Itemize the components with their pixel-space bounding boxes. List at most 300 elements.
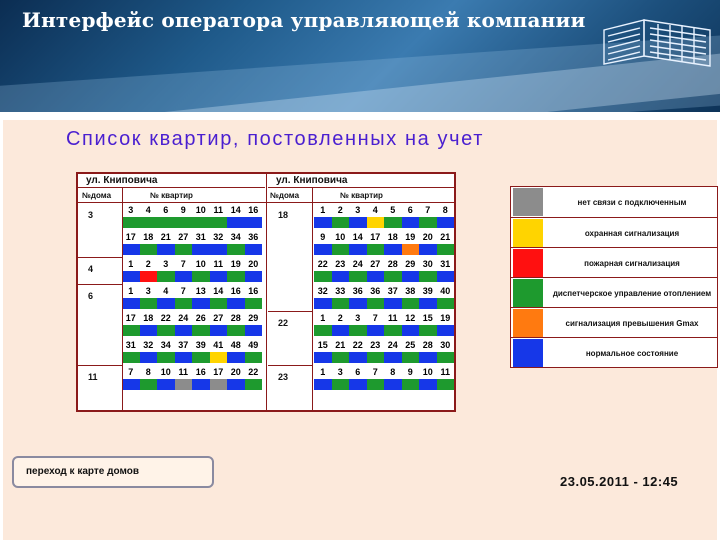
apartment-number-row: [122, 232, 262, 243]
apartment-number: 9: [407, 367, 413, 377]
apartment-status-cell[interactable]: [192, 325, 210, 336]
apartment-status-cell[interactable]: [210, 298, 228, 309]
apartment-status-cell[interactable]: [402, 298, 420, 309]
apartment-number: 3: [145, 286, 151, 296]
apartment-number: 2: [145, 259, 151, 269]
apartment-status-cell[interactable]: [157, 298, 175, 309]
apartment-number: 36: [248, 232, 259, 242]
house-number: 18: [278, 210, 289, 220]
house-number: 22: [278, 318, 289, 328]
legend-item: [511, 247, 717, 278]
legend-label: охранная сигнализация: [584, 228, 680, 238]
apartment-number: 13: [195, 286, 206, 296]
apartment-number: 39: [195, 340, 206, 350]
apartment-number: 10: [195, 259, 206, 269]
apartment-status-cell[interactable]: [384, 352, 402, 363]
apartment-status-cell[interactable]: [140, 352, 158, 363]
apartment-status-cell[interactable]: [419, 352, 437, 363]
house-divider: [78, 365, 122, 366]
apartment-status-cell[interactable]: [245, 298, 263, 309]
apartment-number: 7: [180, 286, 186, 296]
apartment-number: 6: [163, 205, 169, 215]
apartment-status-row: [122, 217, 262, 228]
legend-swatch: [513, 219, 543, 247]
apartment-status-cell[interactable]: [122, 217, 140, 228]
apartment-status-row: [314, 244, 454, 255]
house-divider: [78, 257, 122, 258]
apartment-status-cell[interactable]: [140, 271, 158, 282]
apartment-status-cell[interactable]: [367, 379, 385, 390]
apartment-number: 5: [390, 205, 396, 215]
apartment-number: 18: [143, 313, 154, 323]
header-divider: [78, 202, 454, 203]
apartment-number-row: [122, 313, 262, 324]
apartment-number: 41: [213, 340, 224, 350]
apartment-number: 31: [440, 259, 451, 269]
apartment-number: 30: [440, 340, 451, 350]
apartment-status-cell[interactable]: [210, 379, 228, 390]
legend-label: диспетчерское управление отоплением: [552, 288, 712, 298]
apartment-status-cell[interactable]: [140, 217, 158, 228]
apartment-status-cell[interactable]: [419, 217, 437, 228]
apartment-number-row: [314, 367, 454, 378]
apartment-status-cell[interactable]: [314, 217, 332, 228]
apartment-number: 19: [405, 232, 416, 242]
apartment-status-cell[interactable]: [157, 271, 175, 282]
apartment-status-row: [122, 325, 262, 336]
apartment-status-row: [314, 217, 454, 228]
timestamp: 23.05.2011 - 12:45: [560, 474, 679, 489]
apartment-number: 17: [213, 367, 224, 377]
apartment-status-cell[interactable]: [349, 379, 367, 390]
apartment-number: 27: [370, 259, 381, 269]
legend-item: [511, 277, 717, 308]
apartment-status-cell[interactable]: [384, 244, 402, 255]
apartment-number: 22: [352, 340, 363, 350]
apartment-status-cell[interactable]: [349, 217, 367, 228]
app-title: Интерфейс оператора управляющей компании: [22, 8, 586, 32]
apartment-number: 4: [163, 286, 169, 296]
apartment-status-cell[interactable]: [175, 217, 193, 228]
apartment-number: 14: [230, 205, 241, 215]
apartment-status-cell[interactable]: [175, 244, 193, 255]
apartment-status-cell[interactable]: [140, 379, 158, 390]
apartment-status-cell[interactable]: [367, 271, 385, 282]
apartment-status-cell[interactable]: [419, 271, 437, 282]
house-number: 11: [88, 372, 98, 382]
apartment-number: 36: [352, 286, 363, 296]
apartment-status-cell[interactable]: [157, 217, 175, 228]
apartment-number: 49: [248, 340, 259, 350]
apartment-number: 17: [125, 232, 136, 242]
street-header-right: ул. Книповича: [268, 174, 454, 188]
apartment-status-cell[interactable]: [157, 325, 175, 336]
apartment-status-cell[interactable]: [402, 244, 420, 255]
apartment-status-cell[interactable]: [402, 379, 420, 390]
house-map-button[interactable]: переход к карте домов: [12, 456, 214, 488]
apartment-number-row: [314, 313, 454, 324]
apartment-number: 7: [128, 367, 134, 377]
apartment-number: 18: [143, 232, 154, 242]
apartment-status-cell[interactable]: [314, 352, 332, 363]
apartment-number: 11: [213, 205, 223, 215]
apartment-number: 36: [370, 286, 381, 296]
apartment-number: 8: [442, 205, 448, 215]
apartment-status-cell[interactable]: [437, 379, 455, 390]
apartment-status-cell[interactable]: [157, 352, 175, 363]
apartment-number: 4: [372, 205, 378, 215]
apartment-number: 10: [160, 367, 171, 377]
house-divider: [268, 365, 312, 366]
apartment-number: 32: [143, 340, 154, 350]
apartment-status-cell[interactable]: [314, 244, 332, 255]
apartment-number: 11: [178, 367, 188, 377]
apartment-number: 27: [178, 232, 189, 242]
apartment-number: 22: [317, 259, 328, 269]
apartment-number: 19: [440, 313, 451, 323]
apartment-status-cell[interactable]: [192, 217, 210, 228]
apartment-status-cell[interactable]: [332, 217, 350, 228]
apartment-status-row: [314, 352, 454, 363]
apartment-number: 7: [372, 367, 378, 377]
legend-item: [511, 337, 717, 368]
apartment-number: 10: [335, 232, 346, 242]
apartment-status-row: [122, 352, 262, 363]
apartment-number: 18: [387, 232, 398, 242]
legend-swatch: [513, 309, 543, 337]
apartment-status-cell[interactable]: [419, 379, 437, 390]
apartment-status-cell[interactable]: [245, 271, 263, 282]
apartment-number: 1: [320, 205, 326, 215]
apartment-status-cell[interactable]: [140, 325, 158, 336]
apartment-status-cell[interactable]: [419, 298, 437, 309]
apartment-number: 26: [195, 313, 206, 323]
legend-swatch: [513, 279, 543, 307]
apartment-status-cell[interactable]: [140, 298, 158, 309]
apartment-status-cell[interactable]: [384, 379, 402, 390]
apartment-number: 9: [180, 205, 186, 215]
apartment-status-cell[interactable]: [367, 352, 385, 363]
apartment-status-cell[interactable]: [384, 325, 402, 336]
apartment-number-row: [314, 340, 454, 351]
apartment-status-cell[interactable]: [419, 325, 437, 336]
apartment-status-cell[interactable]: [210, 271, 228, 282]
apartment-number: 6: [355, 367, 361, 377]
apartment-number: 16: [230, 286, 241, 296]
apartment-number: 23: [335, 259, 346, 269]
apartment-number: 29: [405, 259, 416, 269]
apartment-number: 14: [352, 232, 363, 242]
apartment-number: 16: [248, 205, 259, 215]
apartment-number: 34: [230, 232, 241, 242]
apartment-status-cell[interactable]: [175, 271, 193, 282]
grid-divider: [122, 188, 123, 412]
apartment-number: 8: [390, 367, 396, 377]
apartment-status-cell[interactable]: [227, 217, 245, 228]
apartment-number: 17: [370, 232, 381, 242]
apartment-status-cell[interactable]: [332, 379, 350, 390]
apartment-status-cell[interactable]: [437, 352, 455, 363]
apartment-number-row: [122, 340, 262, 351]
apartment-status-cell[interactable]: [157, 244, 175, 255]
apartment-number: 10: [195, 205, 206, 215]
apartment-number: 31: [125, 340, 136, 350]
house-number: 6: [88, 291, 94, 301]
apartment-number: 38: [405, 286, 416, 296]
apartment-number: 1: [320, 313, 326, 323]
apartment-status-cell[interactable]: [245, 217, 263, 228]
apartment-number: 20: [248, 259, 259, 269]
apartment-status-cell[interactable]: [349, 298, 367, 309]
house-number: 23: [278, 372, 289, 382]
apartment-status-cell[interactable]: [349, 325, 367, 336]
apartment-number: 37: [178, 340, 189, 350]
apartment-number-row: [122, 286, 262, 297]
apartment-number: 16: [248, 286, 259, 296]
apartment-status-cell[interactable]: [122, 298, 140, 309]
column-header-house: №дома: [270, 191, 300, 200]
apartment-status-cell[interactable]: [210, 244, 228, 255]
apartment-number: 12: [405, 313, 416, 323]
apartment-status-cell[interactable]: [210, 352, 228, 363]
legend-swatch: [513, 249, 543, 277]
apartment-status-cell[interactable]: [192, 244, 210, 255]
house-number: 4: [88, 264, 94, 274]
apartment-status-cell[interactable]: [402, 217, 420, 228]
apartment-status-row: [122, 271, 262, 282]
apartment-number: 48: [230, 340, 241, 350]
apartment-status-cell[interactable]: [332, 271, 350, 282]
apartment-number: 40: [440, 286, 451, 296]
apartment-number-row: [314, 259, 454, 270]
legend-item: [511, 307, 717, 338]
apartment-number: 1: [128, 286, 134, 296]
column-header-house: №дома: [82, 191, 112, 200]
apartment-number: 3: [163, 259, 169, 269]
house-divider: [268, 311, 312, 312]
apartment-status-cell[interactable]: [122, 379, 140, 390]
apartment-status-cell[interactable]: [384, 271, 402, 282]
apartment-status-cell[interactable]: [210, 217, 228, 228]
apartment-status-cell[interactable]: [192, 379, 210, 390]
apartment-status-cell[interactable]: [437, 298, 455, 309]
apartment-status-cell[interactable]: [367, 298, 385, 309]
building-logo-icon: [598, 16, 716, 72]
legend-swatch: [513, 188, 543, 216]
apartment-number-row: [314, 286, 454, 297]
apartment-status-cell[interactable]: [367, 244, 385, 255]
apartment-number: 20: [422, 232, 433, 242]
apartment-status-row: [122, 379, 262, 390]
apartment-status-cell[interactable]: [332, 325, 350, 336]
apartment-number: 30: [422, 259, 433, 269]
apartment-number: 11: [213, 259, 223, 269]
apartment-number: 2: [337, 313, 343, 323]
apartment-number: 11: [440, 367, 450, 377]
apartment-status-cell[interactable]: [227, 352, 245, 363]
grid-divider: [266, 174, 267, 412]
apartment-status-cell[interactable]: [122, 271, 140, 282]
apartment-status-cell[interactable]: [175, 379, 193, 390]
street-header-left: ул. Книповича: [78, 174, 265, 188]
apartment-number: 10: [422, 367, 433, 377]
legend-label: нормальное состояние: [585, 348, 679, 358]
apartment-number: 3: [128, 205, 134, 215]
apartment-number: 23: [370, 340, 381, 350]
apartment-number: 37: [387, 286, 398, 296]
apartment-status-row: [314, 271, 454, 282]
apartment-status-cell[interactable]: [349, 352, 367, 363]
apartment-status-cell[interactable]: [192, 271, 210, 282]
apartment-number: 28: [387, 259, 398, 269]
apartment-number-row: [122, 367, 262, 378]
legend-item: [511, 217, 717, 248]
apartment-number: 34: [160, 340, 171, 350]
apartment-number: 11: [387, 313, 398, 323]
legend-label: сигнализация превышения Gmax: [565, 318, 699, 328]
apartment-number: 4: [145, 205, 151, 215]
apartment-status-row: [314, 379, 454, 390]
apartment-number: 31: [195, 232, 206, 242]
apartment-number: 15: [422, 313, 433, 323]
apartment-number: 7: [425, 205, 431, 215]
apartment-number: 17: [125, 313, 136, 323]
apartment-number: 21: [335, 340, 346, 350]
apartment-number: 39: [422, 286, 433, 296]
apartment-status-cell[interactable]: [122, 352, 140, 363]
apartment-status-cell[interactable]: [349, 271, 367, 282]
apartment-status-cell[interactable]: [175, 352, 193, 363]
apartment-status-cell[interactable]: [210, 325, 228, 336]
legend-item: [511, 187, 717, 217]
apartment-status-cell[interactable]: [367, 325, 385, 336]
apartment-number: 33: [335, 286, 346, 296]
apartment-number-row: [122, 205, 262, 216]
apartment-status-cell[interactable]: [437, 244, 455, 255]
apartment-number: 3: [355, 205, 361, 215]
apartment-status-cell[interactable]: [227, 244, 245, 255]
column-header-apartments: № квартир: [340, 191, 383, 200]
apartment-status-cell[interactable]: [332, 244, 350, 255]
apartment-status-cell[interactable]: [332, 298, 350, 309]
apartment-status-cell[interactable]: [227, 271, 245, 282]
apartment-status-cell[interactable]: [122, 244, 140, 255]
apartment-status-row: [314, 298, 454, 309]
grid-divider: [312, 188, 313, 412]
apartment-status-cell[interactable]: [175, 325, 193, 336]
app-header: [0, 0, 720, 112]
apartment-number-row: [314, 232, 454, 243]
apartment-number: 15: [317, 340, 328, 350]
apartment-number: 2: [337, 205, 343, 215]
apartment-number: 1: [128, 259, 134, 269]
apartment-status-cell[interactable]: [314, 298, 332, 309]
apartment-status-cell[interactable]: [245, 325, 263, 336]
apartment-status-cell[interactable]: [175, 298, 193, 309]
apartment-number: 28: [230, 313, 241, 323]
apartment-status-cell[interactable]: [245, 352, 263, 363]
apartment-status-cell[interactable]: [402, 325, 420, 336]
apartment-number: 29: [248, 313, 259, 323]
apartment-number-row: [122, 259, 262, 270]
apartment-status-cell[interactable]: [402, 271, 420, 282]
apartment-status-cell[interactable]: [245, 244, 263, 255]
apartment-number: 9: [320, 232, 326, 242]
legend-label: пожарная сигнализация: [584, 258, 680, 268]
apartment-number: 27: [213, 313, 224, 323]
apartment-status-row: [122, 298, 262, 309]
house-divider: [78, 284, 122, 285]
apartment-number: 24: [387, 340, 398, 350]
apartment-status-cell[interactable]: [367, 217, 385, 228]
apartment-status-cell[interactable]: [314, 325, 332, 336]
apartment-number: 24: [178, 313, 189, 323]
apartment-number: 32: [317, 286, 328, 296]
apartment-status-cell[interactable]: [245, 379, 263, 390]
apartment-status-cell[interactable]: [437, 271, 455, 282]
apartment-number-row: [314, 205, 454, 216]
apartment-status-cell[interactable]: [332, 352, 350, 363]
house-number: 3: [88, 210, 94, 220]
apartment-number: 19: [230, 259, 241, 269]
apartment-number: 8: [145, 367, 151, 377]
apartment-status-cell[interactable]: [192, 298, 210, 309]
apartment-status-cell[interactable]: [419, 244, 437, 255]
apartment-number: 28: [422, 340, 433, 350]
apartment-status-cell[interactable]: [227, 325, 245, 336]
apartment-status-cell[interactable]: [227, 379, 245, 390]
apartment-status-cell[interactable]: [314, 271, 332, 282]
apartment-status-cell[interactable]: [192, 352, 210, 363]
apartment-status-row: [314, 325, 454, 336]
apartment-number: 32: [213, 232, 224, 242]
apartment-grid: [76, 172, 456, 412]
apartment-status-cell[interactable]: [122, 325, 140, 336]
apartment-status-cell[interactable]: [227, 298, 245, 309]
apartment-number: 7: [180, 259, 186, 269]
apartment-number: 16: [195, 367, 206, 377]
apartment-number: 21: [160, 232, 171, 242]
apartment-status-cell[interactable]: [140, 244, 158, 255]
apartment-status-cell[interactable]: [349, 244, 367, 255]
apartment-number: 25: [405, 340, 416, 350]
page-title: Список квартир, постовленных на учет: [66, 128, 484, 150]
apartment-status-cell[interactable]: [402, 352, 420, 363]
apartment-number: 3: [355, 313, 361, 323]
apartment-status-cell[interactable]: [437, 325, 455, 336]
legend-label: нет связи с подключенным: [577, 197, 687, 207]
apartment-number: 14: [213, 286, 224, 296]
column-header-apartments: № квартир: [150, 191, 193, 200]
apartment-status-cell[interactable]: [314, 379, 332, 390]
apartment-number: 22: [160, 313, 171, 323]
apartment-number: 3: [337, 367, 343, 377]
apartment-number: 1: [320, 367, 326, 377]
apartment-number: 22: [248, 367, 259, 377]
legend-swatch: [513, 339, 543, 367]
apartment-status-cell[interactable]: [384, 298, 402, 309]
apartment-number: 24: [352, 259, 363, 269]
apartment-status-cell[interactable]: [384, 217, 402, 228]
apartment-number: 20: [230, 367, 241, 377]
apartment-status-cell[interactable]: [437, 217, 455, 228]
apartment-number: 21: [440, 232, 451, 242]
apartment-status-cell[interactable]: [157, 379, 175, 390]
status-legend: [510, 186, 718, 368]
apartment-number: 7: [372, 313, 378, 323]
apartment-number: 6: [407, 205, 413, 215]
apartment-status-row: [122, 244, 262, 255]
